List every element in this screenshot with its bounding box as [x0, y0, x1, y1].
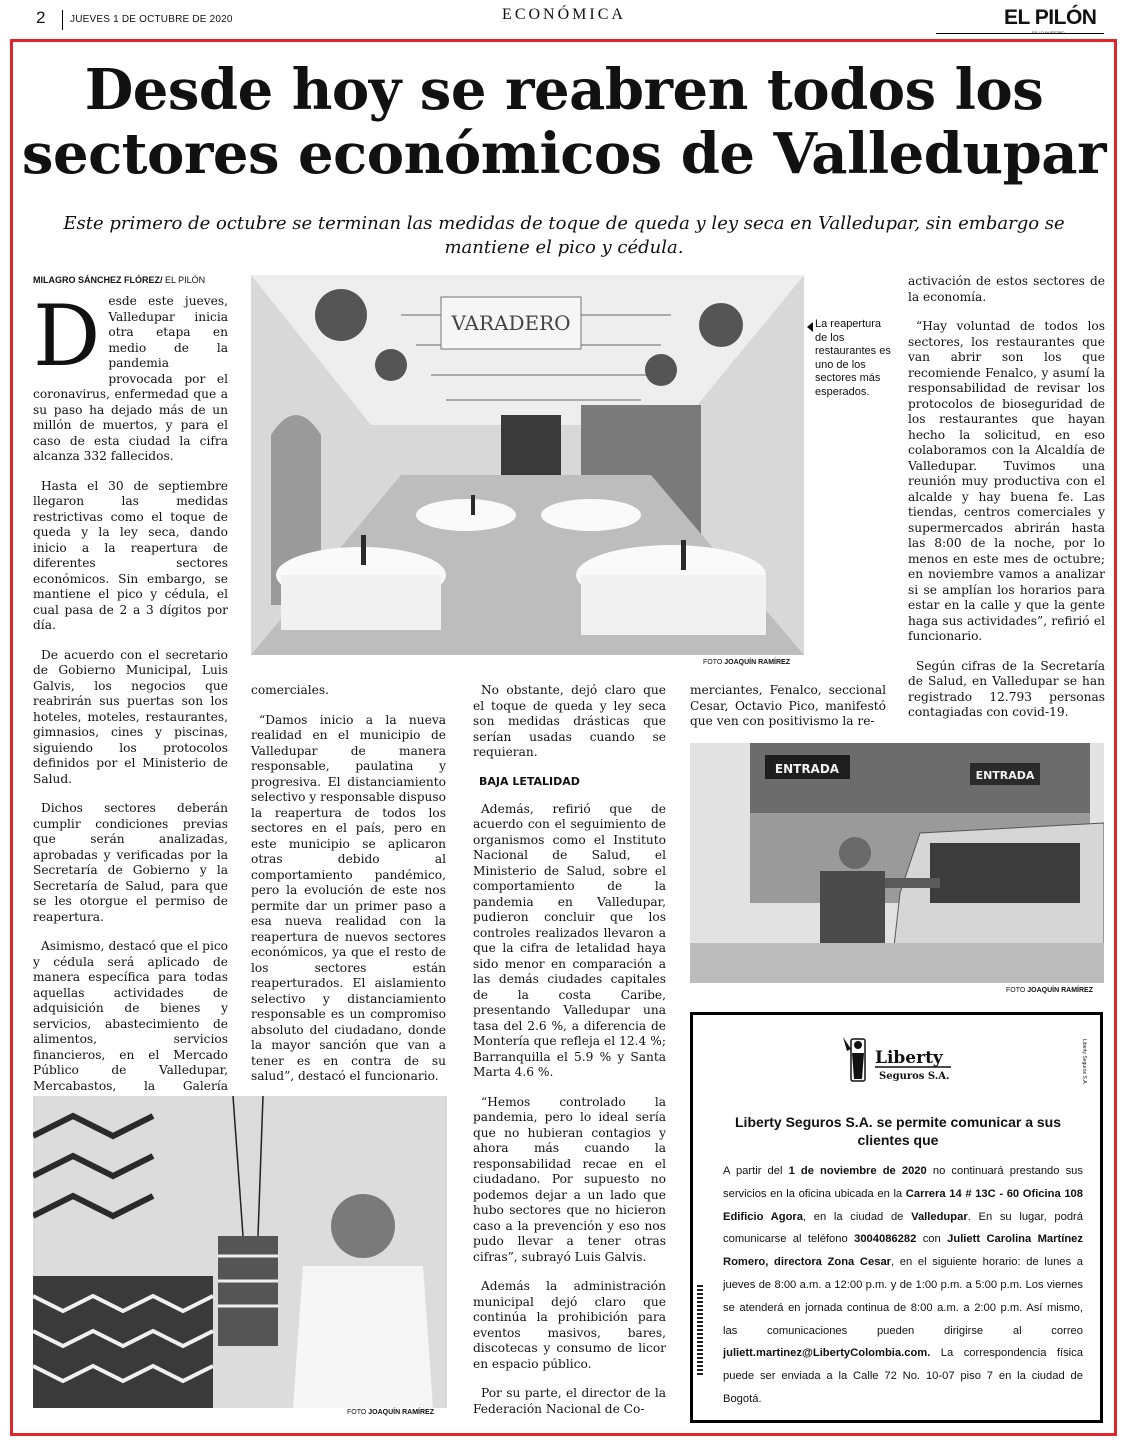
photo-caption: La reapertura de los restaurantes es uno de los sectores más esperados. — [815, 318, 891, 398]
ad-text: A partir del — [723, 1165, 789, 1177]
paragraph: Dichos sectores deberán cumplir condiciones previas que serán analizadas, aprobadas y verificadas por la Secretaría de Gobierno y la Secretaría de Salud, para que se les otorgue el permiso de reapertura. — [33, 801, 228, 924]
headline-line-1: Desde hoy se reabren todos los — [84, 57, 1044, 123]
entrance-sign-2: ENTRADA — [975, 769, 1035, 782]
article-column-2 — [251, 683, 446, 1099]
ad-phone: 3004086282 — [854, 1233, 917, 1246]
credit-prefix: FOTO — [703, 659, 725, 666]
credit-name: JOAQUÍN RAMÍREZ — [1027, 987, 1093, 994]
article-column-3 — [473, 683, 666, 1431]
credit-prefix: FOTO — [1006, 987, 1028, 994]
paragraph: Además, refirió que de acuerdo con el seguimiento de organismos como el Instituto Nacional de Salud, el Ministerio de Salud, sobre el comportamiento de la pandemia en Valledupar, pudieron concluir que los controles realizados llevaron a que la cifra de letalidad haya sido menor en comparación a las demás ciudades capitales de la costa Caribe, presentando Valledupar una tasa del 2.6 %, a diferencia de Montería que refleja el 12.4 %; Barranquilla el 5.9 % y Santa Marta 4.6 %. — [473, 801, 666, 1079]
article-column-1 — [33, 287, 228, 1139]
ad-text: La correspondencia física puede ser enviada a la Calle 72 No. 10-07 piso 7 en la ciudad de Bogotá. — [723, 1347, 1083, 1405]
paragraph: No obstante, dejó claro que el toque de queda y ley seca son medidas drásticas que serían usadas cuando se requieran. — [473, 683, 666, 759]
lead-text: esde este jueves, Valledupar inicia otra etapa en medio de la pandemia provocada por el coronavirus, enfermedad que a su paso ha dejado más de un millón de muertos, y para el caso de esta ciudad la cifra alcanza 332 fallecidos. — [33, 294, 228, 463]
photo-credit-3 — [347, 1409, 434, 1416]
ad-barcode — [697, 1285, 703, 1375]
paragraph: De acuerdo con el secretario de Gobierno Municipal, Luis Galvis, los negocios que reabrirán sus puertas son los hoteles, moteles, restaurantes, gimnasios, cines y piscinas, siguiendo los protocolos definidos por el Ministerio de Salud. — [33, 647, 228, 786]
credit-name: JOAQUÍN RAMÍREZ — [368, 1409, 434, 1416]
entrance-photo — [690, 743, 1104, 983]
ad-text: , en la ciudad de — [803, 1210, 912, 1223]
newspaper-tagline: ES LO NUESTRO — [1032, 30, 1065, 35]
photo-credit-1 — [703, 659, 790, 666]
caption-pointer-icon — [807, 322, 813, 332]
liberty-brand: Liberty — [875, 1048, 943, 1068]
liberty-advertisement — [690, 1012, 1103, 1423]
artisan-photo — [33, 1096, 447, 1408]
artisan-illustration — [33, 1096, 447, 1408]
ad-text: , en el siguiente horario: de lunes a jueves de 8:00 a.m. a 12:00 p.m. y de 1:00 p.m. a 5:00 p.m. Los viernes se atenderá en jornada continua de 8:00 a.m. a 2:00 p.m. Así mismo, las comunicaciones pueden dirigirse al correo — [723, 1256, 1083, 1337]
paragraph: Hasta el 30 de septiembre llegaron las medidas restrictivas como el toque de queda y la ley seca, dando inicio a la reapertura de diferentes sectores económicos. Sin embargo, se mantiene el pico y cédula, el cual pasa de 2 a 3 dígitos por día. — [33, 478, 228, 632]
paragraph: comerciales. — [251, 683, 329, 697]
paragraph: Asimismo, destacó que el pico y cédula será aplicado de manera específica para todas aquellas actividades de adquisición de bienes y servicios, abastecimiento de alimentos, servicios financieros, en el Mercado Público de Valledupar, Mercabastos, la Galería — [33, 939, 228, 1093]
ad-lead: Liberty Seguros S.A. se permite comunicar a sus clientes que — [735, 1114, 1061, 1148]
drop-cap: D — [33, 287, 101, 385]
subheading: BAJA LETALIDAD — [479, 774, 580, 788]
ad-text: no continuará prestando sus servicios en la oficina ubicada en la — [723, 1165, 1083, 1200]
ad-text-bold: Valledupar — [911, 1210, 968, 1223]
ad-text: con — [916, 1233, 948, 1246]
ad-body — [723, 1160, 1083, 1411]
headline-line-2: sectores económicos de Valledupar — [21, 121, 1107, 187]
page-number: 2 — [36, 8, 46, 27]
restaurant-illustration — [251, 275, 804, 655]
entrance-sign-1: ENTRADA — [774, 762, 840, 776]
paragraph-lead — [33, 287, 228, 465]
paragraph: “Hay voluntad de todos los sectores, los restaurantes que van abrir son los que recomiende Fenalco, y asumí la responsabilidad de revisar los protocolos de bioseguridad de los restaurantes que hayan hecho la solicitud, en eso colaboramos con la Alcaldía de Valledupar. Tuvimos una reunión muy productiva con el alcalde y hay buena fe. Las tiendas, centros comerciales y supermercados abrirán hasta las 8:00 de la noche, por lo menos en este mes de octubre; en noviembre vamos a analizar si se amplían los horarios para estar en la calle y que la gente haga sus actividades”, refirió el funcionario. — [908, 319, 1105, 643]
restaurant-photo — [251, 275, 804, 655]
paragraph: Por su parte, el director de la Federación Nacional de Co- — [473, 1386, 666, 1416]
liberty-brand-sub: Seguros S.A. — [879, 1071, 950, 1082]
ad-side-text: Liberty Seguros S.A. — [1081, 1039, 1087, 1085]
section-name: ECONÓMICA — [502, 6, 626, 23]
byline-outlet: EL PILÓN — [162, 275, 206, 285]
ad-text-bold: 1 de noviembre de 2020 — [788, 1165, 927, 1177]
article-column-4 — [690, 683, 886, 744]
deck: Este primero de octubre se terminan las medidas de toque de queda y ley seca en Valledupar, sin embargo se mantiene el pico y cédula. — [63, 213, 1065, 258]
paragraph: merciantes, Fenalco, seccional Cesar, Octavio Pico, manifestó que ven con positivismo la re- — [690, 683, 886, 728]
paragraph: “Damos inicio a la nueva realidad en el municipio de Valledupar de manera responsable, paulatina y progresiva. El distanciamiento selectivo y responsable dispuso la reapertura de todos los sectores en el país, pero en este municipio se aplicaron otras debido al comportamiento pandémico, pero la evolución de este nos permite dar un primer paso a esa nueva realidad con la reapertura de nuevos sectores económicos, ya que el resto de los sectores están reaperturados. El aislamiento selectivo y distanciamiento responsable es un compromiso absoluto del ciudadano, donde la mayor sanción que van a tener es en contra de su salud”, destacó el funcionario. — [251, 712, 446, 1083]
paragraph: “Hemos controlado la pandemia, pero lo ideal sería que no hubieran contagios y ahora más cuando la responsabilidad recae en el ciudadano. Por supuesto no podemos dejar a un lado que hubo sectores que no hicieron caso a la prevención y eso nos pudo llevar a tener otras cifras”, subrayó Luis Galvis. — [473, 1094, 666, 1264]
photo-credit-2 — [1006, 987, 1093, 994]
credit-prefix: FOTO — [347, 1409, 369, 1416]
byline — [33, 275, 205, 285]
liberty-logo — [841, 1033, 961, 1087]
varadero-sign: VARADERO — [451, 311, 571, 335]
byline-author: MILAGRO SÁNCHEZ FLÓREZ/ — [33, 275, 163, 285]
ad-contact-name: Juliett Carolina Martínez Romero, directora Zona Cesar — [723, 1233, 1083, 1269]
newspaper-logo: EL PILÓN — [1004, 6, 1097, 29]
issue-date: JUEVES 1 DE OCTUBRE DE 2020 — [70, 14, 233, 25]
credit-name: JOAQUÍN RAMÍREZ — [724, 659, 790, 666]
headline — [14, 58, 1114, 186]
page-header — [0, 0, 1128, 40]
article-column-5 — [908, 274, 1105, 735]
entrance-illustration — [690, 743, 1104, 983]
ad-text: . En su lugar, podrá comunicarse al teléfono — [723, 1210, 1084, 1246]
paragraph: Según cifras de la Secretaría de Salud, en Valledupar se han registrado 12.793 personas contagiadas con covid-19. — [908, 658, 1105, 719]
header-rule — [936, 33, 1104, 34]
ad-email: juliett.martinez@LibertyColombia.com. — [723, 1347, 931, 1360]
ad-text-bold: Carrera 14 # 13C - 60 Oficina 108 Edificio Agora — [723, 1187, 1083, 1223]
paragraph: Además la administración municipal dejó claro que continúa la prohibición para eventos masivos, bares, discotecas y consumo de licor en espacio público. — [473, 1279, 666, 1371]
paragraph: activación de estos sectores de la economía. — [908, 274, 1105, 304]
